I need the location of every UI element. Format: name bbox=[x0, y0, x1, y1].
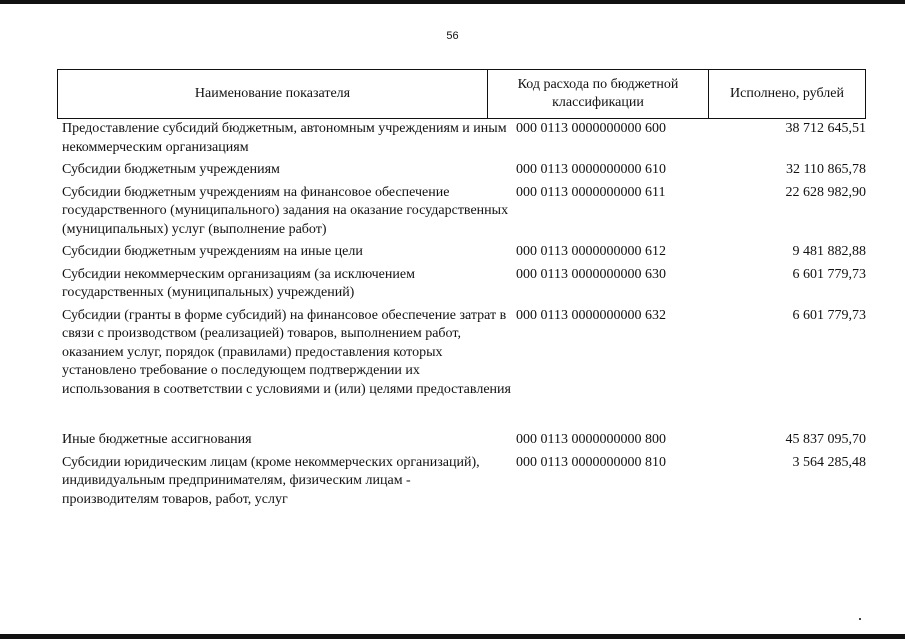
top-border-rule bbox=[0, 0, 905, 4]
row-amount: 38 712 645,51 bbox=[785, 121, 866, 136]
row-amount: 6 601 779,73 bbox=[792, 307, 866, 323]
table-body bbox=[62, 120, 866, 513]
table-row bbox=[62, 431, 866, 450]
table-row bbox=[62, 307, 866, 400]
table-row bbox=[62, 184, 866, 240]
row-code: 000 0113 0000000000 800 bbox=[516, 432, 666, 447]
header-code-column: Код расхода по бюджетной классификации bbox=[488, 70, 709, 118]
page-number: 56 bbox=[446, 30, 459, 42]
header-name-column: Наименование показателя bbox=[58, 70, 488, 118]
row-code: 000 0113 0000000000 610 bbox=[516, 162, 666, 177]
row-amount: 22 628 982,90 bbox=[785, 184, 866, 200]
row-code: 000 0113 0000000000 611 bbox=[516, 184, 666, 200]
table-row bbox=[62, 120, 866, 157]
bottom-border-rule bbox=[0, 634, 905, 639]
header-amount-column: Исполнено, рублей bbox=[730, 86, 844, 101]
row-name: Субсидии некоммерческим организациям (за исключением государственных (муниципальных) учреждений) bbox=[62, 266, 415, 300]
table-row bbox=[62, 243, 866, 262]
row-name: Предоставление субсидий бюджетным, автономным учреждениям и иным некоммерческим организациям bbox=[62, 121, 507, 155]
row-code: 000 0113 0000000000 630 bbox=[516, 266, 666, 282]
row-code: 000 0113 0000000000 600 bbox=[516, 121, 666, 136]
row-code: 000 0113 0000000000 612 bbox=[516, 244, 666, 259]
row-amount: 6 601 779,73 bbox=[792, 266, 866, 282]
row-amount: 3 564 285,48 bbox=[792, 454, 866, 470]
table-header bbox=[57, 69, 866, 119]
table-row bbox=[62, 161, 866, 180]
scan-speck-mark bbox=[859, 618, 861, 620]
row-amount: 32 110 865,78 bbox=[786, 162, 866, 177]
row-name: Субсидии юридическим лицам (кроме некоммерческих организаций), индивидуальным предпринимателям, физическим лицам - производителям товаров, работ, услуг bbox=[62, 454, 480, 507]
row-name: Субсидии бюджетным учреждениям bbox=[62, 162, 280, 177]
row-name: Субсидии (гранты в форме субсидий) на финансовое обеспечение затрат в связи с производством (реализацией) товаров, выполнением работ, оказанием услуг, порядок (правилами) предоставления которых установлено требование о последующем подтверждении их использования в соответствии с условиями и (или) целями предоставления bbox=[62, 307, 511, 397]
row-name: Субсидии бюджетным учреждениям на иные цели bbox=[62, 244, 363, 259]
row-amount: 9 481 882,88 bbox=[792, 244, 866, 259]
row-name: Иные бюджетные ассигнования bbox=[62, 432, 252, 447]
row-code: 000 0113 0000000000 632 bbox=[516, 307, 666, 323]
row-code: 000 0113 0000000000 810 bbox=[516, 454, 666, 470]
table-row bbox=[62, 454, 866, 510]
table-row bbox=[62, 266, 866, 303]
row-amount: 45 837 095,70 bbox=[785, 432, 866, 447]
row-name: Субсидии бюджетным учреждениям на финансовое обеспечение государственного (муниципального) задания на оказание государственных (муниципальных) услуг (выполнение работ) bbox=[62, 184, 509, 237]
